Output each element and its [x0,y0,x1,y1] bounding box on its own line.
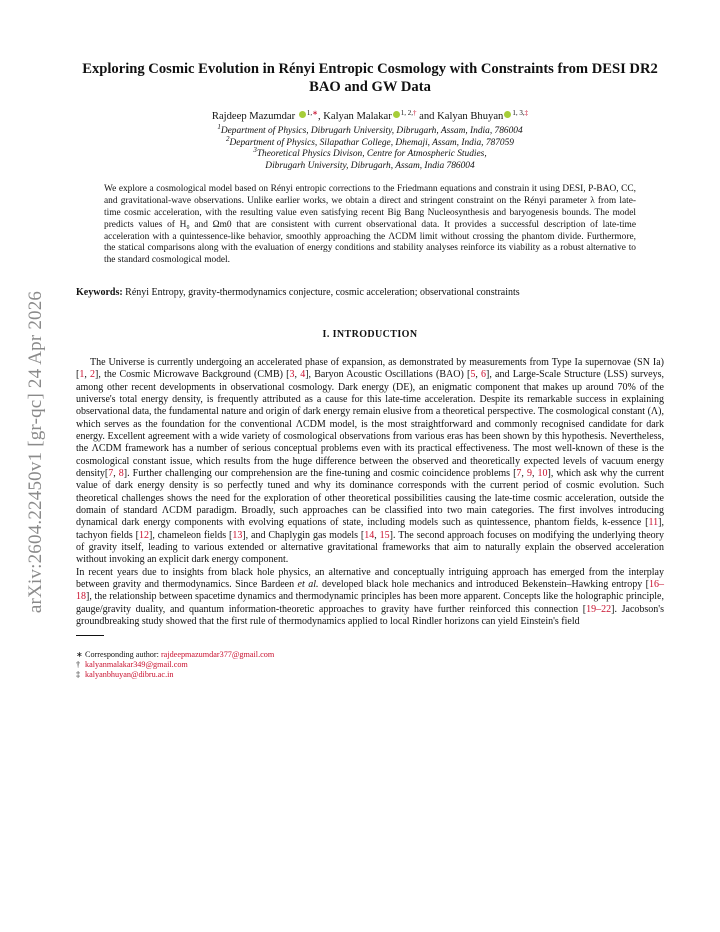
citation-link[interactable]: 5 [470,369,476,381]
paragraph: The Universe is currently undergoing an accelerated phase of expansion, as demonstrated by measurements from Type Ia supernovae (SN Ia) [1, 2], the Cosmic Microwave Background (CMB) [3, 4], Baryon Acoustic Oscillations (BAO) [5, 6], and Large-Scale Structure (LSS) surveys, among other recent developments in observational cosmology. Dark energy (DE), an enigmatic component that makes up around 70% of the universe's total energy density, is frequently attributed as a cause for this late-time acceleration. Despite its remarkable success in explaining observational data, the fundamental nature and origin of dark energy remain elusive from a theoretical perspective. The cosmological constant (Λ), which serves as the foundation for the conventional ΛCDM model, is the most straightforward and commonly recognised candidate for dark energy. Excellent agreement with a wide variety of cosmological observations from various eras has been shown by this hypothesis. Nevertheless, the ΛCDM framework has a number of serious conceptual problems even with its practical effectiveness. The most well-known of these is the cosmological constant issue, which results from the huge difference between the observed and theoretically expected levels of vacuum energy density[7, 8]. Further challenging our comprehension are the fine-tuning and cosmic coincidence problems [7, 9, 10], which ask why the current value of dark energy density is so perfectly tuned and why its dominance corresponds with the current period of cosmic evolution. Such theoretical challenges shows the need for the exploration of other theoretical possibilities causing the late-time cosmic acceleration, outside the domain of standard ΛCDM paradigm. Broadly, such approaches can be classified into two main categories. The first involves introducing dynamical dark energy components with evolving equations of state, including models such as quintessence, phantom fields, k-essence [11], tachyon fields [12], chameleon fields [13], and Chaplygin gas models [14, 15]. The second approach focuses on modifying the underlying theory of gravity itself, leading to various extended or alternative gravitational frameworks that aim to naturally explain the observed acceleration without invoking an explicit dark energy component. [76,356,665,566]
citation-link[interactable]: 9 [526,468,532,480]
affiliation-text: Theoretical Physics Divison, Centre for Atmospheric Studies, [256,149,487,160]
footnote-mark: † [76,659,81,669]
affiliation-line [76,134,664,150]
author-connector: and [416,111,438,122]
footnote [76,650,664,660]
author-footnote-mark[interactable]: † [413,109,417,117]
paper-title: Exploring Cosmic Evolution in Rényi Entropic Cosmology with Constraints from DESI DR2 BAO and GW Data [82,61,658,95]
author-affil-num: 1, 3, [512,109,525,117]
affiliation-line [76,123,664,138]
arxiv-stamp [20,262,52,642]
citation-link[interactable]: 14 [364,529,375,541]
orcid-icon[interactable] [393,111,400,118]
citation-link[interactable]: 16–18 [76,579,665,603]
paragraph: In recent years due to insights from black hole physics, an alternative and conceptually intriguing approach has emerged from the interplay between gravity and thermodynamics. Since Bardeen et al. developed black hole mechanics and introduced Bekenstein–Hawking entropy [16–18], the relationship between spacetime dynamics and thermodynamic principles has been more apparent. Concepts like the holographic principle, gauge/gravity duality, and quantum information-theoretic approaches to gravity have further reinforced this connection [19–22]. Jacobson's groundbreaking study showed that the first rule of thermodynamics applied to local Rindler horizons can yield Einstein's field [76,566,665,628]
section-heading: I. INTRODUCTION [322,328,418,340]
citation-link[interactable]: 13 [232,529,243,541]
affiliation-num: 3 [253,146,257,155]
author-name: Kalyan Bhuyan [437,111,504,122]
footnotes [76,650,664,680]
author-name: Kalyan Malakar [323,111,392,122]
email-link[interactable]: rajdeepmazumdar377@gmail.com [160,649,275,659]
citation-link[interactable]: 4 [300,369,306,381]
affiliation-line [76,161,664,173]
abstract: We explore a cosmological model based on Rényi entropic corrections to the Friedmann equations and constrain it using DESI, P-BAO, CC, and gravitational-wave observations. Unlike earlier works, we obtain a direct and stringent constraint on the Rényi parameter λ from late-time cosmic acceleration, with the resulting value even satisfying recent Big Bang Nucleosynthesis and baryogenesis bounds. The model predicts values of H₀ and Ωm0 that are consistent with current observational data. It provides a successful description of late-time acceleration with a quintessence-like behavior, smoothly approaching the ΛCDM limit without crossing the phantom divide. Furthermore, the statical comparisons along with the evaluation of energy conditions and stability analyses reinforce its viability as a robust alternative to the standard cosmological model. [104,184,636,266]
footnote [76,670,664,680]
author-list [76,110,664,123]
citation-link[interactable]: 10 [537,468,548,480]
keywords [76,287,664,299]
citation-link[interactable]: 7 [516,468,522,480]
citation-link[interactable]: 6 [481,369,487,381]
author-affil-num: 1, [306,109,313,117]
paper-page [76,60,664,680]
italic-text: et al. [297,579,319,591]
orcid-icon[interactable] [299,111,306,118]
email-link[interactable]: kalyanmalakar349@gmail.com [85,659,188,669]
citation-link[interactable]: 15 [379,529,390,541]
author-affil-num: 1, 2, [400,109,414,117]
citation-link[interactable]: 19–22 [586,603,612,615]
author-footnote-mark[interactable]: ‡ [524,109,529,117]
citation-link[interactable]: 7 [108,468,114,480]
author-name: Rajdeep Mazumdar [211,111,296,122]
citation-link[interactable]: 2 [90,369,96,381]
citation-link[interactable]: 12 [138,529,149,541]
affiliation-text: Dibrugarh University, Dibrugarh, Assam, India 786004 [265,160,475,171]
arxiv-stamp-text: arXiv:2604.22450v1 [gr-qc] 24 Apr 2026 [25,290,47,614]
affiliation-num: 1 [217,123,221,131]
email-link[interactable]: kalyanbhuyan@dibru.ac.in [85,669,174,679]
affiliation-text: Department of Physics, Silapathar College, Dhemaji, Assam, India, 787059 [229,137,514,148]
author-connector: , [317,111,324,122]
citation-link[interactable]: 1 [79,369,85,381]
affiliation-text: Department of Physics, Dibrugarh University, Dibrugarh, Assam, India, 786004 [220,126,523,136]
footnote-mark: ‡ [76,669,81,679]
author-footnote-mark[interactable]: ∗ [312,109,318,117]
citation-link[interactable]: 11 [648,517,659,529]
footnote-rule [76,635,104,636]
introduction-body [76,357,664,629]
footnote-label: Corresponding author: [85,649,161,659]
footnote-mark: ∗ [76,649,83,659]
keywords-label: Keywords: [76,286,123,298]
keywords-text: Rényi Entropy, gravity-thermodynamics conjecture, cosmic acceleration; observational constraints [125,286,520,298]
affiliation-num: 2 [226,134,230,143]
footnote [76,660,664,670]
affiliations [76,123,664,172]
orcid-icon[interactable] [504,111,511,118]
affiliation-line [76,146,664,161]
citation-link[interactable]: 3 [289,369,295,381]
citation-link[interactable]: 8 [118,468,124,480]
